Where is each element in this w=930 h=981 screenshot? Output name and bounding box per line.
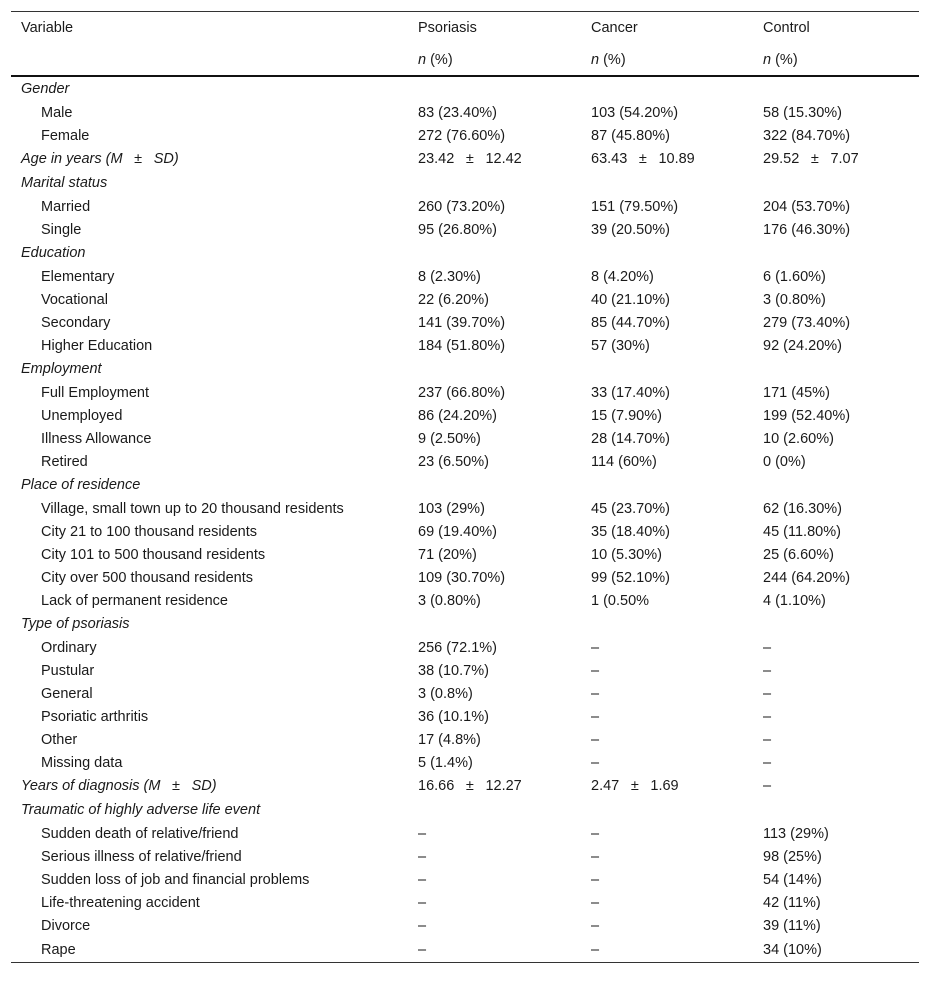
psoriasis-cell bbox=[408, 612, 581, 636]
section-row bbox=[11, 612, 919, 636]
section-row bbox=[11, 241, 919, 265]
section-label: Marital status bbox=[21, 175, 108, 191]
table-row bbox=[11, 497, 919, 520]
table-header bbox=[11, 12, 919, 77]
row-label: Pustular bbox=[41, 662, 95, 679]
table-row bbox=[11, 218, 919, 241]
row-label: Full Employment bbox=[41, 384, 149, 401]
cancer-cell: 114 (60%) bbox=[591, 453, 657, 470]
table-row bbox=[11, 427, 919, 450]
cancer-cell bbox=[581, 473, 753, 497]
control-cell: 62 (16.30%) bbox=[763, 500, 842, 517]
pct-label: (%) bbox=[599, 51, 626, 68]
cancer-cell: – bbox=[591, 731, 600, 748]
section-row bbox=[11, 357, 919, 381]
row-label: Secondary bbox=[41, 314, 111, 331]
n-label: n bbox=[591, 51, 600, 68]
table-row bbox=[11, 195, 919, 218]
table-row bbox=[11, 543, 919, 566]
table-row bbox=[11, 334, 919, 357]
row-label: Retired bbox=[41, 453, 88, 470]
section-label: Gender bbox=[21, 81, 70, 97]
control-cell: – bbox=[763, 731, 772, 748]
table-row bbox=[11, 914, 919, 937]
row-label: City over 500 thousand residents bbox=[41, 569, 253, 586]
header-blank bbox=[11, 44, 408, 76]
psoriasis-cell: 260 (73.20%) bbox=[418, 198, 506, 215]
control-cell: 322 (84.70%) bbox=[763, 127, 851, 144]
cancer-cell bbox=[581, 612, 753, 636]
row-label: Married bbox=[41, 198, 91, 215]
table-row bbox=[11, 124, 919, 147]
control-cell: – bbox=[763, 662, 772, 679]
psoriasis-cell: 86 (24.20%) bbox=[418, 407, 497, 424]
header-row bbox=[11, 12, 919, 45]
table-row bbox=[11, 891, 919, 914]
section-label: Place of residence bbox=[21, 477, 141, 493]
control-cell: 58 (15.30%) bbox=[763, 104, 842, 121]
demographics-table bbox=[11, 11, 919, 963]
row-label: Higher Education bbox=[41, 337, 153, 354]
cancer-cell: 8 (4.20%) bbox=[591, 268, 654, 285]
section-row bbox=[11, 473, 919, 497]
pct-label: (%) bbox=[771, 51, 798, 68]
row-label: Male bbox=[41, 104, 73, 121]
table-row bbox=[11, 682, 919, 705]
psoriasis-cell: 141 (39.70%) bbox=[418, 314, 506, 331]
psoriasis-cell bbox=[408, 241, 581, 265]
control-cell: – bbox=[763, 778, 772, 794]
control-cell: – bbox=[763, 754, 772, 771]
table-row bbox=[11, 845, 919, 868]
header-n-pct bbox=[408, 44, 581, 76]
cancer-cell: – bbox=[591, 825, 600, 842]
cancer-cell: – bbox=[591, 754, 600, 771]
section-label: Years of diagnosis (M ± SD) bbox=[21, 778, 217, 794]
row-label: City 101 to 500 thousand residents bbox=[41, 546, 266, 563]
control-cell: 92 (24.20%) bbox=[763, 337, 842, 354]
header-cancer: Cancer bbox=[581, 12, 753, 45]
cancer-cell: – bbox=[591, 894, 600, 911]
control-cell: 98 (25%) bbox=[763, 848, 822, 865]
cancer-cell: 40 (21.10%) bbox=[591, 291, 670, 308]
control-cell bbox=[753, 798, 919, 822]
table-row bbox=[11, 404, 919, 427]
cancer-cell: 45 (23.70%) bbox=[591, 500, 670, 517]
psoriasis-cell: 256 (72.1%) bbox=[418, 639, 497, 656]
cancer-cell: 35 (18.40%) bbox=[591, 523, 670, 540]
psoriasis-cell: 69 (19.40%) bbox=[418, 523, 497, 540]
psoriasis-cell: 8 (2.30%) bbox=[418, 268, 481, 285]
row-label: Psoriatic arthritis bbox=[41, 708, 149, 725]
psoriasis-cell: 22 (6.20%) bbox=[418, 291, 489, 308]
control-cell: 25 (6.60%) bbox=[763, 546, 834, 563]
row-label: Illness Allowance bbox=[41, 430, 152, 447]
table-row bbox=[11, 868, 919, 891]
section-row bbox=[11, 171, 919, 195]
control-cell: 176 (46.30%) bbox=[763, 221, 851, 238]
cancer-cell: – bbox=[591, 917, 600, 934]
cancer-cell: – bbox=[591, 662, 600, 679]
control-cell: 199 (52.40%) bbox=[763, 407, 851, 424]
row-label: Divorce bbox=[41, 917, 91, 934]
psoriasis-cell: 184 (51.80%) bbox=[418, 337, 506, 354]
cancer-cell: 63.43 ± 10.89 bbox=[591, 151, 695, 167]
control-cell: 244 (64.20%) bbox=[763, 569, 851, 586]
cancer-cell: 99 (52.10%) bbox=[591, 569, 670, 586]
control-cell: 113 (29%) bbox=[763, 825, 829, 842]
psoriasis-cell: – bbox=[418, 825, 427, 842]
row-label: City 21 to 100 thousand residents bbox=[41, 523, 258, 540]
row-label: Other bbox=[41, 731, 78, 748]
table-row bbox=[11, 311, 919, 334]
table-row bbox=[11, 822, 919, 845]
cancer-cell: 2.47 ± 1.69 bbox=[591, 778, 679, 794]
control-cell bbox=[753, 612, 919, 636]
table-container bbox=[11, 11, 919, 963]
section-label: Education bbox=[21, 245, 86, 261]
control-cell: 171 (45%) bbox=[763, 384, 830, 401]
control-cell bbox=[753, 76, 919, 101]
cancer-cell: 39 (20.50%) bbox=[591, 221, 670, 238]
psoriasis-cell: 16.66 ± 12.27 bbox=[418, 778, 522, 794]
row-label: Missing data bbox=[41, 754, 123, 771]
control-cell: 204 (53.70%) bbox=[763, 198, 851, 215]
control-cell: 0 (0%) bbox=[763, 453, 806, 470]
section-row bbox=[11, 76, 919, 101]
row-label: Life-threatening accident bbox=[41, 894, 200, 911]
cancer-cell: 15 (7.90%) bbox=[591, 407, 662, 424]
psoriasis-cell: 83 (23.40%) bbox=[418, 104, 497, 121]
cancer-cell bbox=[581, 76, 753, 101]
psoriasis-cell bbox=[408, 76, 581, 101]
psoriasis-cell: – bbox=[408, 937, 581, 963]
psoriasis-cell: 95 (26.80%) bbox=[418, 221, 497, 238]
control-cell: 29.52 ± 7.07 bbox=[763, 151, 859, 167]
cancer-cell bbox=[581, 171, 753, 195]
pct-label: (%) bbox=[426, 51, 453, 68]
psoriasis-cell: 36 (10.1%) bbox=[418, 708, 489, 725]
cancer-cell: 33 (17.40%) bbox=[591, 384, 670, 401]
control-cell bbox=[753, 171, 919, 195]
psoriasis-cell: – bbox=[418, 917, 427, 934]
psoriasis-cell bbox=[408, 171, 581, 195]
cancer-cell: 57 (30%) bbox=[591, 337, 650, 354]
row-label: Vocational bbox=[41, 291, 108, 308]
header-variable: Variable bbox=[11, 12, 408, 45]
control-cell: 6 (1.60%) bbox=[763, 268, 826, 285]
cancer-cell bbox=[581, 241, 753, 265]
psoriasis-cell: 237 (66.80%) bbox=[418, 384, 506, 401]
cancer-cell bbox=[581, 357, 753, 381]
cancer-cell: 151 (79.50%) bbox=[591, 198, 679, 215]
section-row bbox=[11, 774, 919, 798]
control-cell: – bbox=[763, 708, 772, 725]
section-label: Age in years (M ± SD) bbox=[21, 151, 179, 167]
cancer-cell: 10 (5.30%) bbox=[591, 546, 662, 563]
control-cell: 4 (1.10%) bbox=[763, 592, 826, 609]
psoriasis-cell: – bbox=[418, 871, 427, 888]
table-row bbox=[11, 728, 919, 751]
row-label: Rape bbox=[11, 937, 408, 963]
psoriasis-cell: 272 (76.60%) bbox=[418, 127, 506, 144]
cancer-cell: 85 (44.70%) bbox=[591, 314, 670, 331]
header-psoriasis: Psoriasis bbox=[408, 12, 581, 45]
cancer-cell: – bbox=[591, 708, 600, 725]
row-label: Female bbox=[41, 127, 90, 144]
psoriasis-cell: 17 (4.8%) bbox=[418, 731, 481, 748]
control-cell: 3 (0.80%) bbox=[763, 291, 826, 308]
header-n-pct bbox=[581, 44, 753, 76]
n-label: n bbox=[763, 51, 772, 68]
psoriasis-cell: 3 (0.80%) bbox=[418, 592, 481, 609]
psoriasis-cell: 38 (10.7%) bbox=[418, 662, 489, 679]
cancer-cell: 1 (0.50% bbox=[591, 592, 650, 609]
cancer-cell: – bbox=[591, 639, 600, 656]
control-cell: 279 (73.40%) bbox=[763, 314, 851, 331]
table-row bbox=[11, 381, 919, 404]
table-row bbox=[11, 705, 919, 728]
cancer-cell: – bbox=[591, 848, 600, 865]
table-row bbox=[11, 751, 919, 774]
section-label: Type of psoriasis bbox=[21, 616, 130, 632]
section-label: Traumatic of highly adverse life event bbox=[21, 802, 261, 818]
cancer-cell: 28 (14.70%) bbox=[591, 430, 670, 447]
row-label: Lack of permanent residence bbox=[41, 592, 228, 609]
row-label: Sudden loss of job and financial problems bbox=[41, 871, 310, 888]
table-row bbox=[11, 566, 919, 589]
section-label: Employment bbox=[21, 361, 102, 377]
table-row bbox=[11, 659, 919, 682]
header-n-pct bbox=[753, 44, 919, 76]
psoriasis-cell: – bbox=[418, 848, 427, 865]
psoriasis-cell: 109 (30.70%) bbox=[418, 569, 506, 586]
section-row bbox=[11, 147, 919, 171]
row-label: Serious illness of relative/friend bbox=[41, 848, 242, 865]
table-row bbox=[11, 937, 919, 963]
header-control: Control bbox=[753, 12, 919, 45]
cancer-cell: – bbox=[581, 937, 753, 963]
psoriasis-cell: 5 (1.4%) bbox=[418, 754, 473, 771]
row-label: Ordinary bbox=[41, 639, 97, 656]
table-row bbox=[11, 288, 919, 311]
row-label: Sudden death of relative/friend bbox=[41, 825, 239, 842]
control-cell: – bbox=[763, 639, 772, 656]
cancer-cell: – bbox=[591, 871, 600, 888]
control-cell: 34 (10%) bbox=[753, 937, 919, 963]
table-row bbox=[11, 265, 919, 288]
psoriasis-cell: 23.42 ± 12.42 bbox=[418, 151, 522, 167]
header-subrow bbox=[11, 44, 919, 76]
control-cell bbox=[753, 473, 919, 497]
control-cell: 45 (11.80%) bbox=[763, 523, 841, 540]
psoriasis-cell: 71 (20%) bbox=[418, 546, 477, 563]
n-label: n bbox=[418, 51, 427, 68]
control-cell: 54 (14%) bbox=[763, 871, 822, 888]
table-row bbox=[11, 520, 919, 543]
psoriasis-cell bbox=[408, 473, 581, 497]
cancer-cell bbox=[581, 798, 753, 822]
table-row bbox=[11, 589, 919, 612]
psoriasis-cell: – bbox=[418, 894, 427, 911]
table-body bbox=[11, 76, 919, 963]
cancer-cell: 103 (54.20%) bbox=[591, 104, 679, 121]
row-label: Unemployed bbox=[41, 407, 123, 424]
control-cell: 42 (11%) bbox=[763, 894, 821, 911]
control-cell: – bbox=[763, 685, 772, 702]
psoriasis-cell: 103 (29%) bbox=[418, 500, 485, 517]
control-cell: 10 (2.60%) bbox=[763, 430, 834, 447]
cancer-cell: 87 (45.80%) bbox=[591, 127, 670, 144]
row-label: Village, small town up to 20 thousand residents bbox=[41, 500, 344, 517]
cancer-cell: – bbox=[591, 685, 600, 702]
psoriasis-cell: 3 (0.8%) bbox=[418, 685, 473, 702]
control-cell: 39 (11%) bbox=[763, 917, 821, 934]
row-label: Elementary bbox=[41, 268, 115, 285]
table-row bbox=[11, 450, 919, 473]
table-row bbox=[11, 636, 919, 659]
psoriasis-cell: 23 (6.50%) bbox=[418, 453, 489, 470]
psoriasis-cell bbox=[408, 357, 581, 381]
row-label: Single bbox=[41, 221, 82, 238]
psoriasis-cell: 9 (2.50%) bbox=[418, 430, 481, 447]
psoriasis-cell bbox=[408, 798, 581, 822]
control-cell bbox=[753, 357, 919, 381]
row-label: General bbox=[41, 685, 93, 702]
section-row bbox=[11, 798, 919, 822]
table-row bbox=[11, 101, 919, 124]
control-cell bbox=[753, 241, 919, 265]
